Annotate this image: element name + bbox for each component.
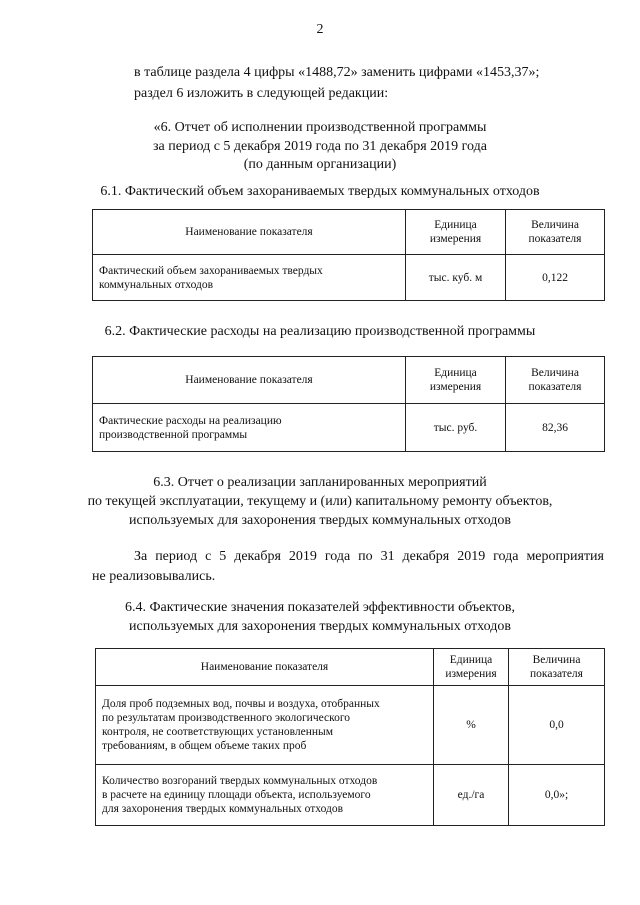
header-value-line-2: показателя [530, 668, 583, 680]
section-6-3-title-line-2: по текущей эксплуатации, текущему и (или) капитальному ремонту объектов, [87, 494, 553, 509]
row-name-line-2: в расчете на единицу площади объекта, используемого [102, 789, 371, 801]
section-6-4-title-line-2: используемых для захоронения твердых коммунальных отходов [129, 619, 511, 634]
row-name-line-1: Количество возгораний твердых коммунальных отходов [102, 775, 378, 787]
row-name-line-2: производственной программы [99, 428, 248, 441]
header-name: Наименование показателя [93, 357, 406, 404]
header-value-line-2: показателя [528, 233, 582, 245]
report-title-line-1: «6. Отчет об исполнении производственной программы [153, 120, 487, 135]
row-value: 0,0 [509, 686, 605, 765]
table-row [96, 686, 605, 765]
section-6-3-text-line-1: За период с 5 декабря 2019 года по 31 декабря 2019 года мероприятия [134, 549, 604, 564]
table-row [93, 255, 605, 301]
row-value: 0,0»; [509, 765, 605, 826]
intro-line-2: раздел 6 изложить в следующей редакции: [134, 86, 389, 101]
row-name-line-4: требованиям, в общем объеме таких проб [102, 740, 307, 752]
row-value: 0,122 [506, 255, 605, 301]
row-name-line-1: Фактический объем захораниваемых твердых [99, 264, 323, 277]
header-unit-line-1: Единица [449, 654, 493, 666]
row-unit: тыс. куб. м [406, 255, 506, 301]
intro-line-1: в таблице раздела 4 цифры «1488,72» заменить цифрами «1453,37»; [134, 65, 540, 80]
row-name [93, 255, 406, 301]
header-unit-line-1: Единица [434, 219, 477, 231]
header-value [506, 210, 605, 255]
header-unit-line-2: измерения [429, 381, 482, 393]
row-name [96, 765, 434, 826]
table-header-row [93, 357, 605, 404]
header-unit [406, 357, 506, 404]
row-unit: тыс. руб. [406, 404, 506, 452]
header-unit-line-2: измерения [445, 668, 497, 680]
header-value [506, 357, 605, 404]
header-unit-line-1: Единица [434, 367, 477, 379]
header-value-line-1: Величина [531, 367, 579, 379]
row-name-line-3: для захоронения твердых коммунальных отходов [102, 803, 344, 815]
row-name-line-1: Доля проб подземных вод, почвы и воздуха, отобранных [102, 698, 380, 710]
table-header-row [93, 210, 605, 255]
header-name: Наименование показателя [93, 210, 406, 255]
header-unit [406, 210, 506, 255]
table-6-4 [95, 648, 605, 826]
row-name [96, 686, 434, 765]
section-6-3-title-line-1: 6.3. Отчет о реализации запланированных мероприятий [153, 475, 487, 490]
table-header-row [96, 649, 605, 686]
header-value-line-2: показателя [528, 381, 582, 393]
table-row [96, 765, 605, 826]
section-6-3-text-line-2: не реализовывались. [92, 569, 216, 584]
row-name-line-1: Фактические расходы на реализацию [99, 414, 282, 427]
row-name-line-2: коммунальных отходов [99, 278, 214, 291]
table-6-1 [92, 209, 605, 301]
row-name-line-3: контроля, не соответствующих установленным [102, 726, 334, 738]
page-number: 2 [316, 22, 324, 37]
header-unit-line-2: измерения [429, 233, 482, 245]
report-title-line-3: (по данным организации) [243, 157, 397, 172]
header-unit [434, 649, 509, 686]
section-6-4-title-line-1: 6.4. Фактические значения показателей эффективности объектов, [125, 600, 515, 615]
section-6-1-title: 6.1. Фактический объем захораниваемых твердых коммунальных отходов [100, 184, 540, 199]
section-6-2-title: 6.2. Фактические расходы на реализацию производственной программы [104, 324, 536, 339]
report-title-line-2: за период с 5 декабря 2019 года по 31 декабря 2019 года [153, 139, 487, 154]
header-value-line-1: Величина [532, 654, 581, 666]
section-6-3-title-line-3: используемых для захоронения твердых коммунальных отходов [129, 513, 511, 528]
row-unit: % [434, 686, 509, 765]
table-6-2 [92, 356, 605, 452]
row-unit: ед./га [434, 765, 509, 826]
table-row [93, 404, 605, 452]
header-name: Наименование показателя [96, 649, 434, 686]
row-name-line-2: по результатам производственного экологического [102, 712, 351, 724]
row-name [93, 404, 406, 452]
header-value-line-1: Величина [531, 219, 579, 231]
header-value [509, 649, 605, 686]
row-value: 82,36 [506, 404, 605, 452]
